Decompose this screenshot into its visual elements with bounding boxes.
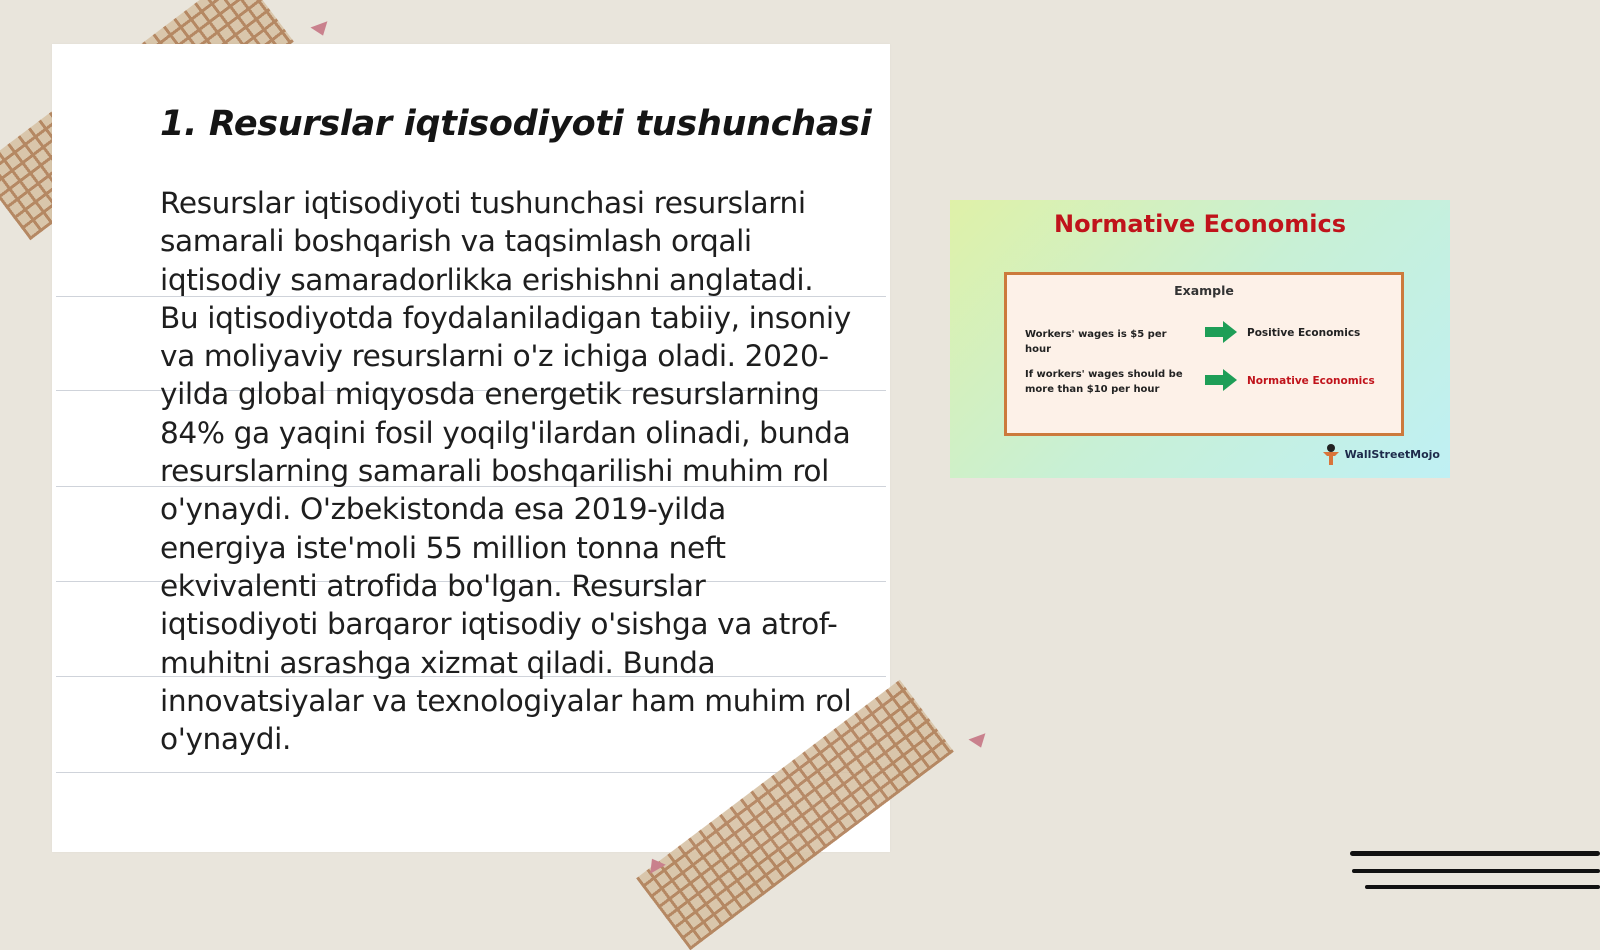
example-statement-2: If workers' wages should be more than $10 per hour [1025, 369, 1183, 395]
decorative-stroke [1352, 869, 1600, 873]
wallstreetmojo-logo-icon [1320, 442, 1342, 466]
brand-name: WallStreetMojo [1344, 447, 1440, 461]
example-box [1004, 272, 1404, 436]
slide-title: 1. Resurslar iqtisodiyoti tushunchasi [160, 104, 872, 144]
tape-tip-bottom [968, 733, 989, 750]
example-statement-1: Workers' wages is $5 per hour [1025, 329, 1167, 355]
brand-logo [1320, 442, 1440, 466]
slide-body-text: Resurslar iqtisodiyoti tushunchasi resurslarni samarali boshqarish va taqsimlash orqali iqtisodiy samaradorlikka erishishni anglatadi. Bu iqtisodiyotda foydalaniladigan tabiiy, insoniy va moliyaviy resurslarni o'z ichiga oladi. 2020-yilda global miqyosda energetik resurslarning 84% ga yaqini fosil yoqilg'ilardan olinadi, bunda resurslarning samarali boshqarilishi muhim rol o'ynaydi. O'zbekistonda esa 2019-yilda energiya iste'moli 55 million tonna neft ekvivalenti atrofida bo'lgan. Resurslar iqtisodiyoti barqaror iqtisodiy o'sishga va atrof-muhitni asrashga xizmat qiladi. Bunda innovatsiyalar va texnologiyalar ham muhim rol o'ynaydi. [160, 186, 852, 757]
example-result-1: Positive Economics [1247, 327, 1361, 339]
decorative-stroke [1365, 885, 1600, 889]
example-result-2: Normative Economics [1247, 375, 1375, 387]
arrow-right-icon [1205, 369, 1237, 391]
tape-tip-top [310, 21, 331, 38]
decorative-stroke [1350, 851, 1600, 856]
arrow-right-icon [1205, 321, 1237, 343]
normative-economics-image [950, 200, 1450, 478]
infographic-title: Normative Economics [1053, 210, 1347, 238]
example-label: Example [1174, 283, 1234, 298]
ruled-line [56, 772, 886, 773]
